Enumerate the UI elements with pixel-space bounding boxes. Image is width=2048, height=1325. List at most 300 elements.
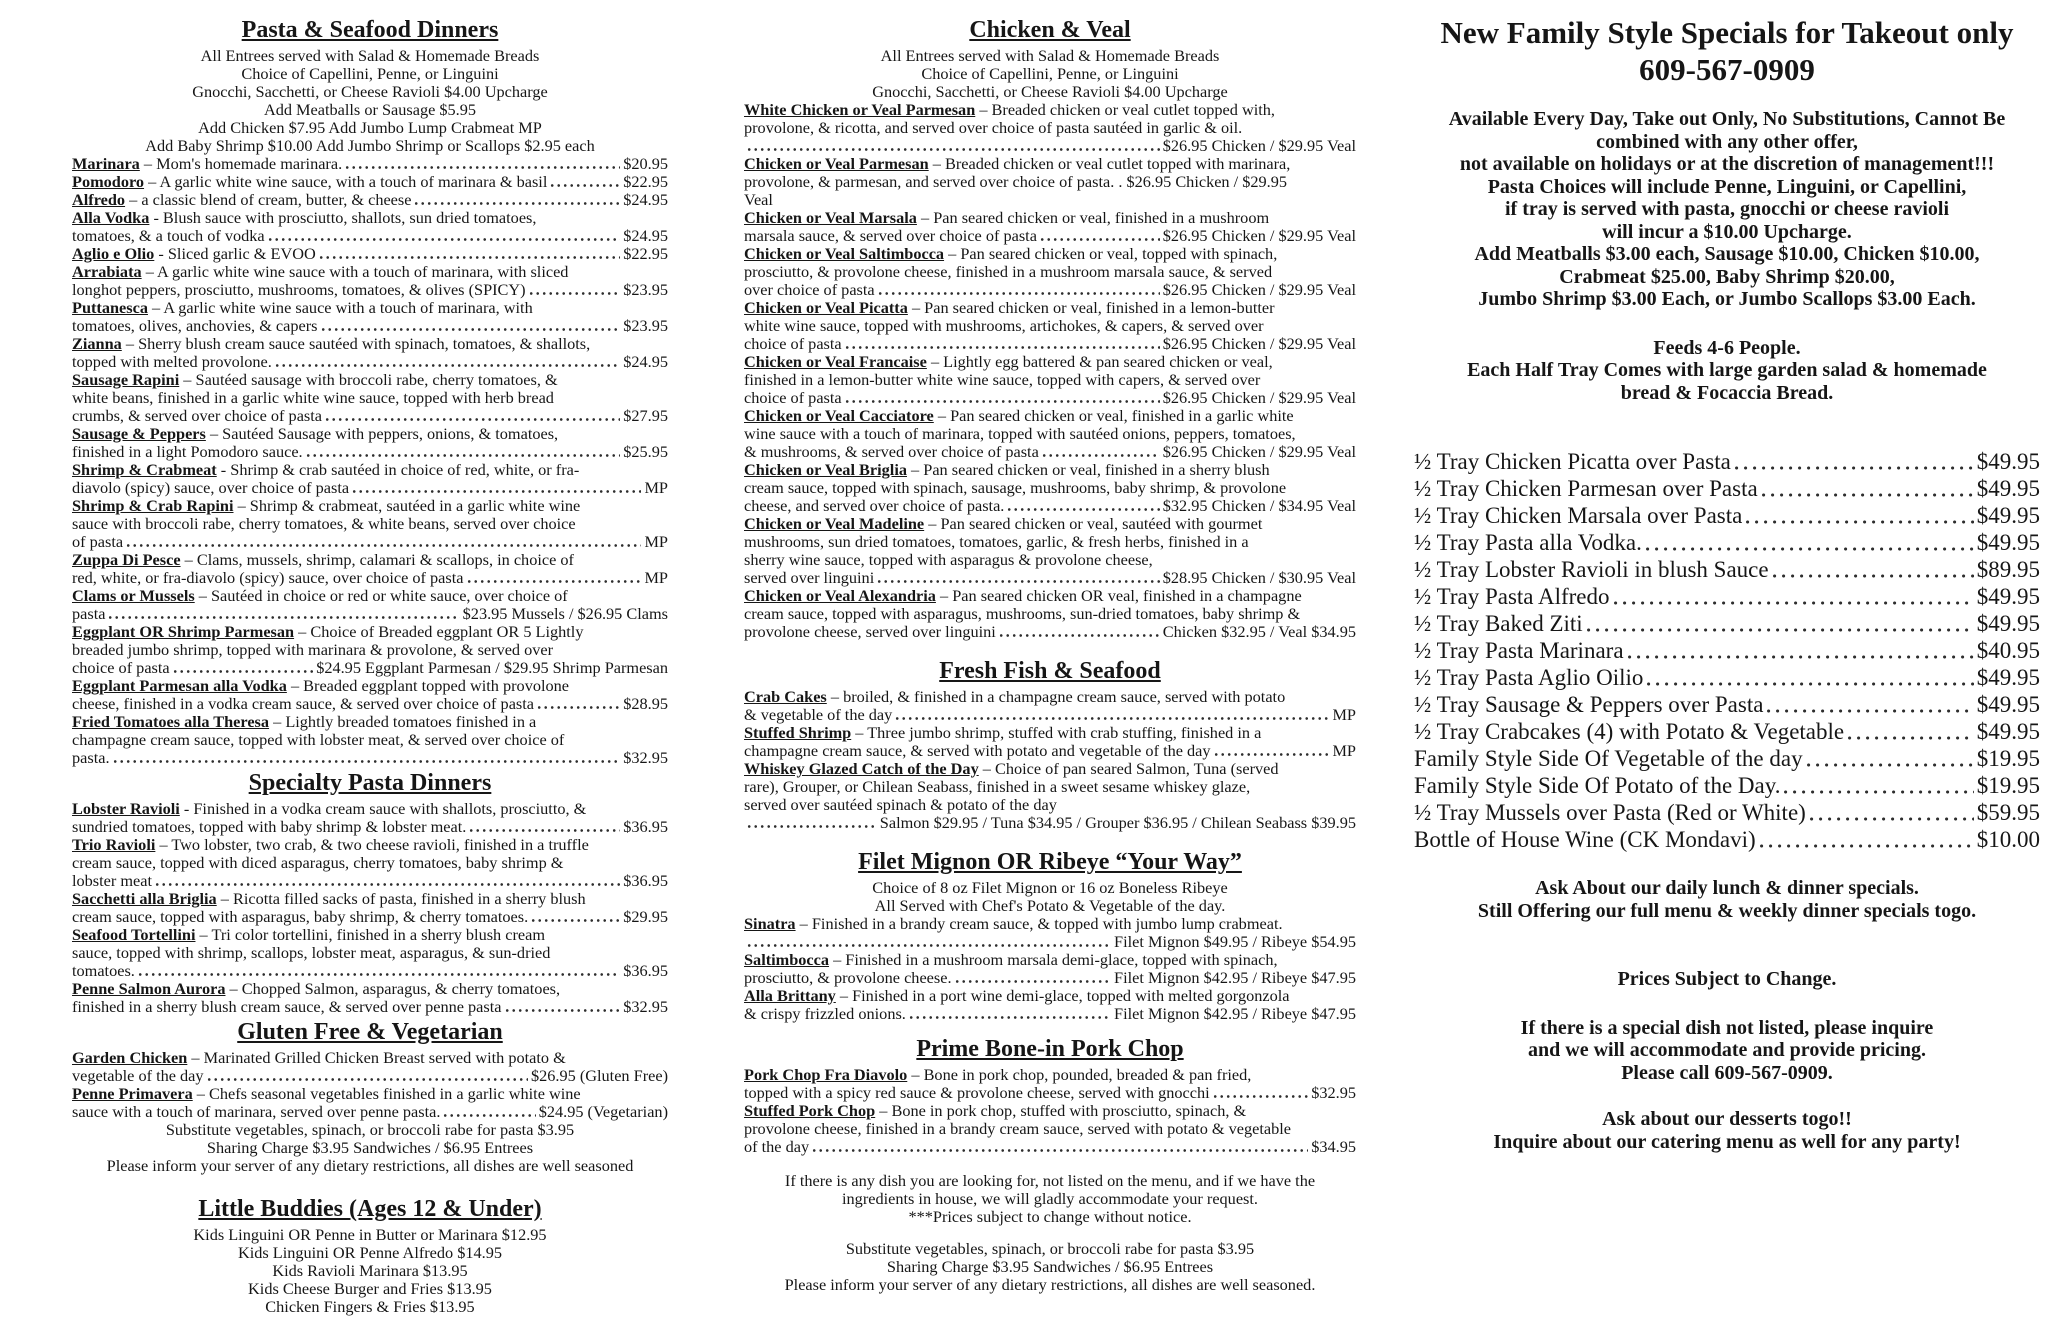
para-line: If there is a special dish not listed, please inquire [1520, 1016, 1934, 1039]
item-text [72, 998, 502, 1016]
item-text [744, 1101, 1246, 1120]
item-text [72, 730, 564, 749]
item-desc: provolone cheese, finished in a brandy cream sauce, served with potato & vegetable [744, 1119, 1292, 1138]
item-name: Chicken or Veal Cacciatore [744, 406, 934, 425]
column-right [1414, 14, 2040, 1153]
item-text [744, 316, 1264, 335]
item-desc: prosciutto, & provolone cheese. [744, 968, 952, 987]
item-desc: rare), Grouper, or Chilean Seabass, finished in a sweet sesame whiskey glaze, [744, 777, 1251, 796]
item-price: $27.95 [623, 406, 668, 425]
item-line [744, 281, 1356, 299]
item-line [72, 659, 668, 677]
item-line [72, 854, 668, 872]
item-desc: served over linguini [744, 568, 875, 587]
item-price: MP [644, 478, 668, 497]
item-price: Chicken $32.95 / Veal $34.95 [1162, 622, 1356, 641]
tray-row [1414, 826, 2040, 853]
item-line [744, 688, 1356, 706]
item-line [744, 425, 1356, 443]
footer-line: Kids Linguini OR Penne in Butter or Marinara $12.95 [193, 1225, 547, 1244]
item-price: MP [644, 568, 668, 587]
tray-label: ½ Tray Chicken Picatta over Pasta [1414, 449, 1731, 474]
dot-leader [747, 824, 877, 829]
item-price: $23.95 [623, 280, 668, 299]
item-text [72, 962, 135, 980]
tray-label: ½ Tray Pasta Aglio Oilio [1414, 665, 1644, 690]
item-text [744, 154, 1290, 173]
item-line [72, 353, 668, 371]
tray-label: ½ Tray Pasta Alfredo [1414, 584, 1610, 609]
section-title: Pasta & Seafood Dinners [241, 17, 499, 43]
menu-item [72, 623, 668, 677]
item-price: $28.95 [623, 694, 668, 713]
item-text [72, 569, 464, 587]
item-text [72, 979, 560, 998]
item-line [744, 263, 1356, 281]
footer-line: Please inform your server of any dietary restrictions, all dishes are well seasoned [106, 1156, 634, 1175]
item-desc: – Breaded chicken or veal cutlet topped with marinara, [928, 154, 1291, 173]
menu-item [72, 890, 668, 926]
item-desc: – Ricotta filled sacks of pasta, finished in a sherry blush [216, 889, 586, 908]
item-desc: – Shrimp & crabmeat, sautéed in a garlic white wine [233, 496, 581, 515]
item-line [744, 101, 1356, 119]
item-desc: lobster meat [72, 871, 153, 890]
menu-item [72, 425, 668, 461]
tray-label: ½ Tray Sausage & Peppers over Pasta [1414, 692, 1764, 717]
item-line [72, 872, 668, 890]
menu-item [72, 263, 668, 299]
menu-item [744, 209, 1356, 245]
column-middle [744, 14, 1356, 1294]
item-line [744, 796, 1356, 814]
item-text [72, 1067, 204, 1085]
item-name: Seafood Tortellini [72, 925, 196, 944]
item-price: $26.95 Chicken / $29.95 Veal [1162, 226, 1356, 245]
item-name: Puttanesca [72, 298, 148, 317]
item-price: $20.95 [623, 154, 668, 173]
tray-row [1414, 799, 2040, 826]
item-name: Shrimp & Crabmeat [72, 460, 217, 479]
menu-item [72, 299, 668, 335]
item-price: $26.95 Chicken / $29.95 Veal [1162, 388, 1356, 407]
item-line [744, 533, 1356, 551]
item-text [72, 407, 322, 425]
menu-item [72, 677, 668, 713]
item-text [72, 818, 466, 836]
section-title: Gluten Free & Vegetarian [237, 1019, 503, 1045]
intro-line: Choice of 8 oz Filet Mignon or 16 oz Boneless Ribeye [872, 878, 1228, 897]
item-desc: – Bone in pork chop, stuffed with prosciutto, spinach, & [875, 1101, 1247, 1120]
tray-price: $49.95 [1976, 476, 2040, 501]
item-text [744, 1119, 1291, 1138]
tray-row [1414, 448, 2040, 475]
para-line: bread & Focaccia Bread. [1620, 381, 1834, 404]
item-desc: breaded jumbo shrimp, topped with marinara & provolone, & served over [72, 640, 554, 659]
item-line [72, 389, 668, 407]
tray-label: ½ Tray Chicken Parmesan over Pasta [1414, 476, 1758, 501]
footer-line: If there is any dish you are looking for, not listed on the menu, and if we have the [784, 1171, 1316, 1190]
item-line [744, 605, 1356, 623]
menu-section [744, 16, 1356, 641]
dot-leader [812, 1148, 1308, 1153]
item-text [72, 872, 152, 890]
item-text [72, 605, 105, 623]
menu-section [1414, 337, 2040, 405]
item-desc: of pasta [72, 532, 124, 551]
item-desc: longhot peppers, prosciutto, mushrooms, tomatoes, & olives (SPICY) [72, 280, 526, 299]
item-line [72, 677, 668, 695]
item-text [744, 586, 1302, 605]
item-text [744, 424, 1296, 443]
menu-section [1414, 877, 2040, 922]
item-desc: marsala sauce, & served over choice of pasta [744, 226, 1037, 245]
item-line [72, 713, 668, 731]
item-price: $36.95 [623, 817, 668, 836]
dot-leader [529, 291, 621, 296]
item-line [744, 497, 1356, 515]
item-desc: cream sauce, topped with asparagus, baby shrimp, & cherry tomatoes. [72, 907, 529, 926]
item-price: Salmon $29.95 / Tuna $34.95 / Grouper $36.95 / Chilean Seabass $39.95 [879, 813, 1356, 832]
tray-label: ½ Tray Baked Ziti [1414, 611, 1583, 636]
para-line: Feeds 4-6 People. [1653, 336, 1801, 359]
tray-label: ½ Tray Pasta alla Vodka. [1414, 530, 1642, 555]
item-desc: – Bone in pork chop, pounded, breaded & pan fried, [907, 1065, 1252, 1084]
item-desc: – A garlic white wine sauce, with a touch of marinara & basil [144, 172, 548, 191]
footer-line: Kids Cheese Burger and Fries $13.95 [248, 1279, 492, 1298]
item-desc: cheese, finished in a vodka cream sauce, & served over choice of pasta [72, 694, 535, 713]
para-line: Ask About our daily lunch & dinner specials. [1535, 877, 1919, 899]
item-desc: & crispy frizzled onions. [744, 1004, 906, 1023]
tray-price: $49.95 [1976, 719, 2040, 744]
item-desc: diavolo (spicy) sauce, over choice of pasta [72, 478, 350, 497]
item-line [744, 1005, 1356, 1023]
item-text [72, 550, 574, 569]
menu-section [744, 1172, 1356, 1226]
item-name: Clams or Mussels [72, 586, 195, 605]
tray-row [1414, 691, 2040, 718]
item-price: MP [1332, 705, 1356, 724]
item-desc: – Lightly egg battered & pan seared chicken or veal, [926, 352, 1273, 371]
item-desc: - Shrimp & crab sautéed in choice of red, white, or fra- [216, 460, 580, 479]
item-line [72, 1085, 668, 1103]
item-line [72, 926, 668, 944]
tray-label: ½ Tray Lobster Ravioli in blush Sauce [1414, 557, 1769, 582]
item-name: Chicken or Veal Briglia [744, 460, 907, 479]
item-text [744, 742, 1211, 760]
item-desc: – Three jumbo shrimp, stuffed with crab stuffing, finished in a [851, 723, 1262, 742]
item-desc: sauce with a touch of marinara, served over penne pasta. [72, 1102, 441, 1121]
item-text [72, 712, 536, 731]
item-text [72, 695, 534, 713]
menu-item [72, 173, 668, 191]
item-desc: vegetable of the day [72, 1066, 204, 1085]
footer-line: Kids Linguini OR Penne Alfredo $14.95 [237, 1243, 503, 1262]
item-text [744, 335, 842, 353]
item-text [744, 1084, 1210, 1102]
item-text [72, 191, 411, 209]
item-line [744, 1066, 1356, 1084]
item-line [72, 587, 668, 605]
tray-label: Family Style Side Of Vegetable of the day [1414, 746, 1803, 771]
item-desc: – Lightly breaded tomatoes finished in a [269, 712, 537, 731]
item-desc: finished in a sherry blush cream sauce, & served over penne pasta [72, 997, 502, 1016]
item-line [72, 497, 668, 515]
item-desc: provolone, & ricotta, and served over choice of pasta sautéed in garlic & oil. [744, 118, 1243, 137]
item-desc: sherry wine sauce, topped with asparagus & provolone cheese, [744, 550, 1153, 569]
tray-row [1414, 583, 2040, 610]
item-text [744, 532, 1249, 551]
intro-line: Add Chicken $7.95 Add Jumbo Lump Crabmeat MP [198, 118, 542, 137]
item-line [744, 191, 1356, 209]
menu-item [744, 461, 1356, 515]
para-line: Each Half Tray Comes with large garden salad & homemade [1467, 359, 1987, 381]
tray-label: ½ Tray Mussels over Pasta (Red or White) [1414, 800, 1806, 825]
menu-item [744, 1066, 1356, 1102]
item-price: $26.95 (Gluten Free) [531, 1066, 668, 1085]
item-desc: & mushrooms, & served over choice of pasta [744, 442, 1039, 461]
item-desc: choice of pasta [72, 658, 170, 677]
item-line [744, 479, 1356, 497]
tray-label: Bottle of House Wine (CK Mondavi) [1414, 827, 1756, 852]
item-desc: - Sliced garlic & EVOO [154, 244, 316, 263]
menu-section [1414, 968, 2040, 991]
item-line [744, 551, 1356, 569]
item-price: $23.95 Mussels / $26.95 Clams [462, 604, 668, 623]
para-line: if tray is served with pasta, gnocchi or cheese ravioli [1504, 198, 1949, 220]
item-line [72, 908, 668, 926]
item-desc: – Sautéed sausage with broccoli rabe, cherry tomatoes, & [179, 370, 558, 389]
item-text [744, 795, 1057, 814]
menu-section [72, 16, 668, 767]
item-desc: topped with a spicy red sauce & provolone cheese, served with gnocchi [744, 1083, 1210, 1102]
item-price: $24.95 Eggplant Parmesan / $29.95 Shrimp Parmesan [316, 658, 668, 677]
item-text [744, 262, 1272, 281]
item-line [72, 191, 668, 209]
intro-line: All Served with Chef's Potato & Vegetable of the day. [874, 896, 1226, 915]
menu-item [744, 353, 1356, 407]
item-desc: – Tri color tortellini, finished in a sherry blush cream [195, 925, 546, 944]
item-desc: – Breaded chicken or veal cutlet topped with, [975, 100, 1276, 119]
dot-leader [878, 291, 1160, 296]
para-line: Prices Subject to Change. [1617, 968, 1837, 990]
dot-leader [1586, 627, 1974, 633]
item-desc: – Sherry blush cream sauce sautéed with spinach, tomatoes, & shallots, [121, 334, 591, 353]
item-text [72, 1103, 440, 1121]
intro-line: Gnocchi, Sacchetti, or Cheese Ravioli $4.00 Upcharge [192, 82, 548, 101]
item-desc: – broiled, & finished in a champagne cream sauce, served with potato [826, 687, 1286, 706]
item-line [744, 353, 1356, 371]
item-line [72, 818, 668, 836]
menu-item [744, 299, 1356, 353]
item-text [72, 317, 318, 335]
intro-line: Add Meatballs or Sausage $5.95 [263, 100, 477, 119]
item-line [744, 119, 1356, 137]
item-name: Chicken or Veal Saltimbocca [744, 244, 945, 263]
menu-section [1414, 1108, 2040, 1153]
menu-item [744, 915, 1356, 951]
item-price: $26.95 Chicken / $29.95 Veal [1162, 334, 1356, 353]
item-text [72, 479, 349, 497]
item-price: $36.95 [623, 961, 668, 980]
item-line [744, 137, 1356, 155]
dot-leader [895, 716, 1329, 721]
para-line: Available Every Day, Take out Only, No Substitutions, Cannot Be [1448, 108, 2006, 130]
item-line [744, 371, 1356, 389]
item-text [744, 623, 996, 641]
item-desc: crumbs, & served over choice of pasta [72, 406, 323, 425]
dot-leader [467, 579, 642, 584]
dot-leader [126, 543, 641, 548]
item-text [744, 497, 1004, 515]
item-desc: white wine sauce, topped with mushrooms, artichokes, & capers, & served over [744, 316, 1264, 335]
dot-leader [550, 183, 620, 188]
dot-leader [1613, 600, 1974, 606]
item-text [72, 353, 272, 371]
item-line [72, 335, 668, 353]
tray-price: $49.95 [1976, 584, 2040, 609]
item-text [72, 208, 536, 227]
item-desc: wine sauce with a touch of marinara, topped with sautéed onions, peppers, tomatoes, [744, 424, 1296, 443]
item-name: Penne Primavera [72, 1084, 193, 1103]
item-desc: of the day [744, 1137, 810, 1156]
dot-leader [306, 453, 621, 458]
item-price: MP [644, 532, 668, 551]
dot-leader [1645, 546, 1974, 552]
item-text [72, 227, 265, 245]
item-line [72, 479, 668, 497]
item-line [72, 281, 668, 299]
tray-label: ½ Tray Chicken Marsala over Pasta [1414, 503, 1743, 528]
menu-section [72, 769, 668, 1016]
dot-leader [747, 147, 1160, 152]
item-text [744, 281, 875, 299]
menu-item [744, 760, 1356, 832]
menu-item [72, 980, 668, 1016]
item-desc: – a classic blend of cream, butter, & cheese [125, 190, 412, 209]
item-name: Sinatra [744, 914, 796, 933]
item-text [744, 298, 1275, 317]
item-desc: choice of pasta [744, 334, 842, 353]
item-line [72, 605, 668, 623]
item-line [72, 1103, 668, 1121]
item-name: Arrabiata [72, 262, 142, 281]
item-line [744, 760, 1356, 778]
item-text [72, 533, 123, 551]
tray-price: $89.95 [1976, 557, 2040, 582]
menu-section [744, 848, 1356, 1023]
item-price: $26.95 Chicken / $29.95 Veal [1162, 280, 1356, 299]
item-text [72, 889, 586, 908]
tray-row [1414, 502, 2040, 529]
item-name: White Chicken or Veal Parmesan [744, 100, 976, 119]
item-name: Lobster Ravioli [72, 799, 180, 818]
dot-leader [1042, 453, 1160, 458]
menu-item [72, 155, 668, 173]
item-name: Alla Vodka [72, 208, 150, 227]
dot-leader [469, 828, 620, 833]
item-text [72, 1048, 566, 1067]
item-line [72, 998, 668, 1016]
item-line [72, 731, 668, 749]
item-line [72, 569, 668, 587]
dot-leader [505, 1008, 621, 1013]
item-text [72, 281, 526, 299]
item-text [72, 943, 550, 962]
tray-price: $49.95 [1976, 692, 2040, 717]
item-name: Chicken or Veal Alexandria [744, 586, 936, 605]
item-text [72, 586, 568, 605]
footer-line: Please inform your server of any dietary restrictions, all dishes are well seasoned. [784, 1275, 1316, 1294]
item-desc: sundried tomatoes, topped with baby shrimp & lobster meat. [72, 817, 467, 836]
item-line [744, 227, 1356, 245]
item-text [744, 514, 1262, 533]
item-name: Chicken or Veal Picatta [744, 298, 908, 317]
item-line [744, 814, 1356, 832]
intro-line: Choice of Capellini, Penne, or Linguini [241, 64, 499, 83]
menu-section [744, 657, 1356, 832]
item-line [744, 623, 1356, 641]
item-desc: – Sautéed in choice or red or white sauce, over choice of [194, 586, 568, 605]
item-line [744, 933, 1356, 951]
tray-price: $40.95 [1976, 638, 2040, 663]
item-name: Chicken or Veal Marsala [744, 208, 917, 227]
dot-leader [173, 669, 314, 674]
item-text [72, 659, 170, 677]
item-text [72, 749, 110, 767]
item-desc: – A garlic white wine sauce with a touch of marinara, with sliced [141, 262, 569, 281]
dot-leader [345, 165, 620, 170]
para-line: combined with any other offer, [1596, 130, 1858, 153]
item-desc: served over sautéed spinach & potato of the day [744, 795, 1057, 814]
item-text [72, 262, 568, 281]
para-line: Please call 609-567-0909. [1621, 1061, 1833, 1084]
item-desc: tomatoes, & a touch of vodka [72, 226, 265, 245]
item-line [72, 425, 668, 443]
item-line [744, 245, 1356, 263]
item-desc: – Pan seared chicken OR veal, finished in a champagne [935, 586, 1302, 605]
item-name: Alla Brittany [744, 986, 836, 1005]
tray-price: $59.95 [1976, 800, 2040, 825]
item-line [744, 951, 1356, 969]
menu-item [72, 191, 668, 209]
menu-item [744, 245, 1356, 299]
dot-leader [955, 979, 1112, 984]
dot-leader [1745, 519, 1973, 525]
item-price: $34.95 [1311, 1137, 1356, 1156]
item-name: Whiskey Glazed Catch of the Day [744, 759, 979, 778]
item-price: $25.95 [623, 442, 668, 461]
item-text [744, 100, 1275, 119]
item-text [744, 687, 1285, 706]
item-desc: – Pan seared chicken or veal, finished in a sherry blush [906, 460, 1270, 479]
item-name: Penne Salmon Aurora [72, 979, 226, 998]
item-name: Sacchetti alla Briglia [72, 889, 217, 908]
dot-leader [1734, 465, 1974, 471]
item-text [72, 424, 558, 443]
para-line: Ask about our desserts togo!! [1602, 1108, 1852, 1130]
item-price: $24.95 [623, 226, 668, 245]
item-text [744, 208, 1269, 227]
item-price: $26.95 Chicken / $29.95 Veal [1162, 136, 1356, 155]
item-name: Pork Chop Fra Diavolo [744, 1065, 908, 1084]
dot-leader [138, 972, 620, 977]
item-desc: cream sauce, topped with asparagus, mushrooms, sun-dried tomatoes, baby shrimp & [744, 604, 1301, 623]
dot-leader [352, 489, 641, 494]
item-text [744, 244, 1277, 263]
item-line [72, 944, 668, 962]
tray-price: $10.00 [1976, 827, 2040, 852]
dot-leader [845, 345, 1160, 350]
